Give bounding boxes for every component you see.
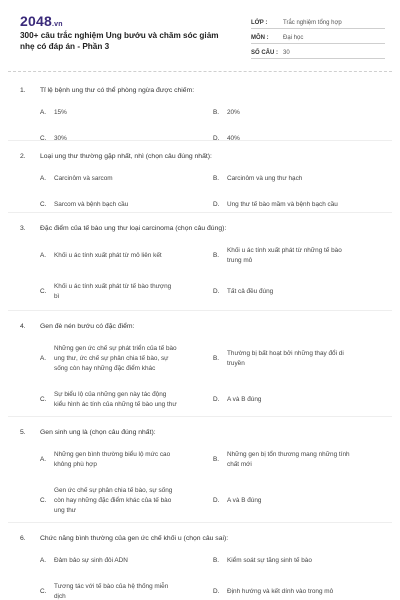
logo-main: 2048 bbox=[20, 13, 52, 29]
answer-option[interactable] bbox=[213, 174, 378, 184]
option-text bbox=[54, 582, 168, 600]
option-letter: C. bbox=[40, 396, 47, 403]
option-text-line: dịch bbox=[54, 593, 66, 600]
answer-option[interactable] bbox=[213, 282, 378, 302]
option-text-line: Tất cả đều đúng bbox=[227, 288, 274, 295]
question-stem bbox=[20, 224, 226, 233]
option-text-line: Carcinôm và sarcom bbox=[54, 175, 113, 182]
logo-suffix: .vn bbox=[51, 21, 63, 28]
option-text bbox=[227, 587, 333, 597]
option-letter: D. bbox=[213, 588, 220, 595]
meta-value: 30 bbox=[283, 50, 290, 56]
answer-option[interactable] bbox=[40, 556, 205, 566]
option-text-line: 40% bbox=[227, 135, 240, 142]
meta-value: Trắc nghiệm tổng hợp bbox=[283, 20, 342, 26]
meta-row-subject bbox=[251, 29, 385, 44]
option-letter: B. bbox=[213, 175, 220, 182]
option-text bbox=[54, 200, 128, 210]
option-text-line: sống còn hay những đặc điểm khác bbox=[54, 365, 156, 372]
option-text-line: Những gen ức chế sự phát triển của tế bào bbox=[54, 345, 177, 352]
option-text bbox=[54, 134, 67, 144]
answer-option[interactable] bbox=[40, 344, 205, 374]
option-text-line: trung mô bbox=[227, 257, 253, 264]
option-letter: C. bbox=[40, 288, 47, 295]
question-stem bbox=[20, 428, 156, 437]
option-letter: C. bbox=[40, 588, 47, 595]
option-letter: D. bbox=[213, 135, 220, 142]
option-text-line: ung thư, ức chế sự phân chia tế bào, sự bbox=[54, 355, 169, 362]
question-text: Chức năng bình thường của gen ức chế khối u (chọn câu sai): bbox=[40, 535, 229, 542]
option-text bbox=[227, 246, 342, 266]
option-letter: D. bbox=[213, 201, 220, 208]
meta-key: SỐ CÂU : bbox=[251, 50, 278, 56]
question-separator bbox=[8, 522, 392, 523]
option-text bbox=[54, 486, 172, 516]
answer-option[interactable] bbox=[40, 282, 205, 302]
option-letter: D. bbox=[213, 396, 220, 403]
page-header bbox=[0, 0, 400, 64]
option-letter: A. bbox=[40, 175, 47, 182]
answer-option[interactable] bbox=[213, 486, 378, 516]
option-text-line: không phù hợp bbox=[54, 461, 97, 468]
answer-option[interactable] bbox=[40, 246, 205, 266]
answer-option[interactable] bbox=[40, 486, 205, 516]
header-divider bbox=[8, 71, 392, 72]
site-logo[interactable] bbox=[20, 13, 63, 29]
answer-option[interactable] bbox=[213, 450, 378, 470]
question-separator bbox=[8, 212, 392, 213]
option-text-line: Những gen bình thường biểu lộ mức cao bbox=[54, 451, 171, 458]
option-text-line: ung thư bbox=[54, 507, 77, 514]
answer-option[interactable] bbox=[213, 108, 378, 118]
question-number: 2. bbox=[20, 153, 26, 160]
answer-option[interactable] bbox=[213, 582, 378, 600]
question-text: Đặc điểm của tế bào ung thư loại carcinoma (chọn câu đúng): bbox=[40, 225, 227, 232]
option-text-line: Sự biểu lộ của những gen này tác động bbox=[54, 391, 167, 398]
option-letter: A. bbox=[40, 252, 47, 259]
meta-row-count bbox=[251, 44, 385, 59]
option-letter: A. bbox=[40, 109, 47, 116]
option-text bbox=[227, 395, 261, 405]
question-stem bbox=[20, 534, 228, 543]
question-text: Tỉ lệ bệnh ung thư có thể phòng ngừa được chiếm: bbox=[40, 87, 195, 94]
answer-option[interactable] bbox=[213, 344, 378, 374]
option-text-line: Thường bị bất hoạt bởi những thay đổi di bbox=[227, 350, 344, 357]
option-text-line: chất mới bbox=[227, 461, 252, 468]
option-text bbox=[54, 390, 177, 410]
option-text-line: 30% bbox=[54, 135, 67, 142]
option-text-line: 20% bbox=[227, 109, 240, 116]
question-number: 1. bbox=[20, 87, 26, 94]
option-text-line: A và B đúng bbox=[227, 396, 262, 403]
question-stem bbox=[20, 86, 194, 95]
option-text bbox=[227, 287, 273, 297]
question-number: 3. bbox=[20, 225, 26, 232]
option-letter: A. bbox=[40, 557, 47, 564]
option-text-line: Khối u ác tính xuất phát từ những tế bào bbox=[227, 247, 342, 254]
option-text-line: Những gen bị tổn thương mang những tính bbox=[227, 451, 350, 458]
answer-option[interactable] bbox=[213, 134, 378, 144]
option-text-line: Gen ức chế sự phân chia tế bào, sự sống bbox=[54, 487, 173, 494]
option-text bbox=[227, 496, 261, 506]
option-letter: D. bbox=[213, 288, 220, 295]
option-text bbox=[227, 349, 344, 369]
option-text-line: bì bbox=[54, 293, 60, 300]
option-text bbox=[54, 344, 177, 374]
meta-value: Đại học bbox=[283, 35, 304, 41]
answer-option[interactable] bbox=[40, 450, 205, 470]
answer-option[interactable] bbox=[213, 246, 378, 266]
answer-option[interactable] bbox=[213, 556, 378, 566]
question-separator bbox=[8, 140, 392, 141]
option-letter: C. bbox=[40, 135, 47, 142]
option-text-line: Khối u ác tính xuất phát từ mô liên kết bbox=[54, 252, 162, 259]
option-text bbox=[54, 556, 128, 566]
option-text-line: Sarcom và bệnh bạch cầu bbox=[54, 201, 129, 208]
answer-option[interactable] bbox=[213, 200, 378, 210]
option-text bbox=[227, 108, 240, 118]
question-number: 5. bbox=[20, 429, 26, 436]
option-text bbox=[227, 450, 350, 470]
page-title: 300+ câu trắc nghiệm Ung bướu và chăm sóc giảm nhẹ có đáp án - Phần 3 bbox=[20, 31, 219, 51]
option-text-line: Tương tác với tế bào của hệ thống miễn bbox=[54, 583, 169, 590]
option-letter: A. bbox=[40, 456, 47, 463]
answer-option[interactable] bbox=[40, 390, 205, 410]
question-text: Loại ung thư thường gặp nhất, nhì (chọn câu đúng nhất): bbox=[40, 153, 212, 160]
option-text bbox=[54, 108, 67, 118]
option-text-line: Khối u ác tính xuất phát từ tế bào thượng bbox=[54, 283, 172, 290]
option-text bbox=[227, 134, 240, 144]
option-text-line: còn hay những đặc điểm khác của tế bào bbox=[54, 497, 172, 504]
option-letter: B. bbox=[213, 557, 220, 564]
option-text-line: Đảm bảo sự sinh đôi ADN bbox=[54, 557, 128, 564]
option-text bbox=[54, 251, 162, 261]
option-letter: D. bbox=[213, 497, 220, 504]
option-text-line: Ung thư tế bào mầm và bệnh bạch cầu bbox=[227, 201, 338, 208]
answer-option[interactable] bbox=[40, 200, 205, 210]
option-letter: B. bbox=[213, 355, 220, 362]
option-text-line: Định hướng và kết dính vào trong mô bbox=[227, 588, 334, 595]
answer-option[interactable] bbox=[40, 108, 205, 118]
option-letter: B. bbox=[213, 109, 220, 116]
meta-key: LỚP : bbox=[251, 20, 268, 26]
option-text bbox=[227, 200, 338, 210]
option-letter: B. bbox=[213, 252, 220, 259]
option-text-line: 15% bbox=[54, 109, 67, 116]
option-letter: C. bbox=[40, 201, 47, 208]
answer-option[interactable] bbox=[213, 390, 378, 410]
option-text bbox=[227, 174, 302, 184]
option-text-line: kiểu hình ác tính của những tế bào ung thư bbox=[54, 401, 177, 408]
option-text-line: truyền bbox=[227, 360, 245, 367]
option-text-line: A và B đúng bbox=[227, 497, 262, 504]
option-text bbox=[54, 450, 170, 470]
question-separator bbox=[8, 310, 392, 311]
question-number: 6. bbox=[20, 535, 26, 542]
option-text bbox=[227, 556, 312, 566]
option-letter: C. bbox=[40, 497, 47, 504]
option-text-line: Carcinôm và ung thư hạch bbox=[227, 175, 303, 182]
question-separator bbox=[8, 416, 392, 417]
answer-option[interactable] bbox=[40, 174, 205, 184]
option-text bbox=[54, 282, 171, 302]
answer-option[interactable] bbox=[40, 582, 205, 600]
meta-table bbox=[251, 14, 385, 59]
question-text: Gen sinh ung là (chọn câu đúng nhất): bbox=[40, 429, 156, 436]
option-letter: A. bbox=[40, 355, 47, 362]
question-text: Gen đè nén bướu có đặc điểm: bbox=[40, 323, 135, 330]
answer-option[interactable] bbox=[40, 134, 205, 144]
option-text bbox=[54, 174, 113, 184]
question-stem bbox=[20, 152, 212, 161]
meta-key: MÔN : bbox=[251, 35, 269, 41]
question-stem bbox=[20, 322, 134, 331]
question-number: 4. bbox=[20, 323, 26, 330]
option-letter: B. bbox=[213, 456, 220, 463]
option-text-line: Kiểm soát sự tăng sinh tế bào bbox=[227, 557, 312, 564]
meta-row-class bbox=[251, 14, 385, 29]
